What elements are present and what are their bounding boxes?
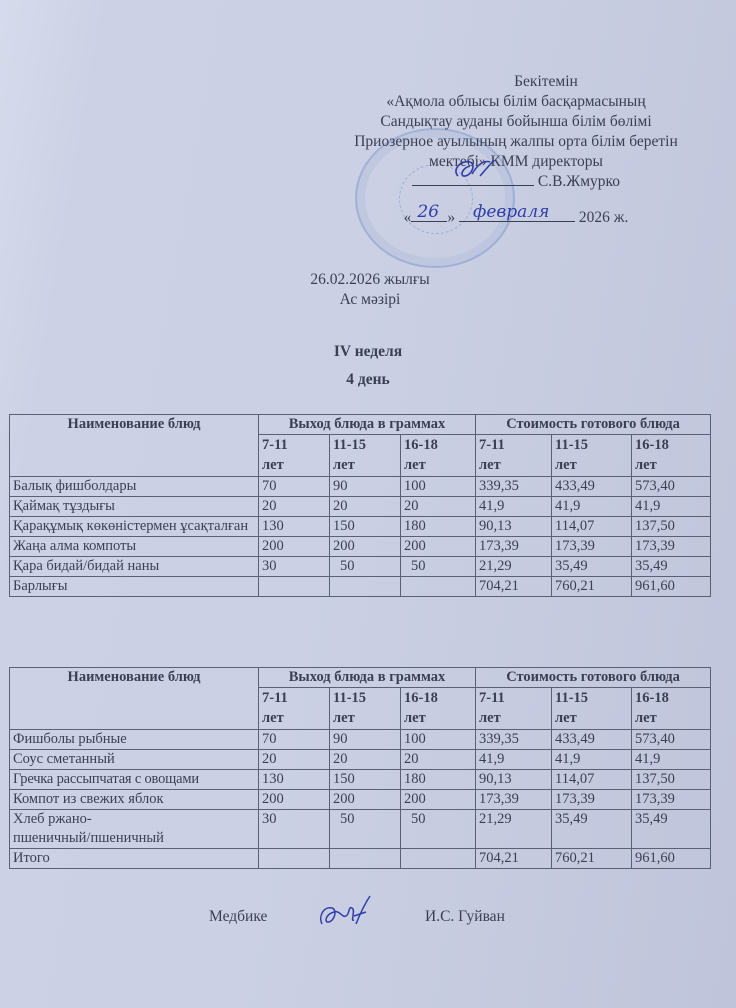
grams-11-15: 150 bbox=[330, 770, 401, 790]
cost-7-11: 41,9 bbox=[476, 750, 552, 770]
cost-7-11: 41,9 bbox=[476, 497, 552, 517]
cost-11-15: 173,39 bbox=[552, 790, 632, 810]
header-age-11-15: 11-15 лет bbox=[330, 435, 401, 477]
director-signature-row bbox=[318, 172, 714, 192]
date-day: 26 bbox=[417, 202, 440, 222]
director-name: С.В.Жмурко bbox=[537, 173, 620, 190]
grams-7-11: 30 bbox=[259, 557, 330, 577]
dish-name: Қара бидай/бидай наны bbox=[10, 557, 259, 577]
approval-line-4: мектебі» КММ директоры bbox=[429, 153, 603, 170]
grams-11-15: 50 bbox=[330, 557, 401, 577]
approval-block bbox=[318, 72, 714, 228]
day-label: 4 день bbox=[346, 371, 390, 388]
cost-11-15: 433,49 bbox=[552, 730, 632, 750]
menu-table-russian bbox=[9, 667, 711, 869]
table-row bbox=[10, 790, 711, 810]
table-row bbox=[10, 810, 711, 849]
cost-7-11: 90,13 bbox=[476, 517, 552, 537]
table-row bbox=[10, 770, 711, 790]
header-output-grams: Выход блюда в граммах bbox=[259, 415, 476, 435]
cost-7-11: 173,39 bbox=[476, 537, 552, 557]
header-age-7-11: 7-11 лет bbox=[259, 688, 330, 730]
grams-7-11: 30 bbox=[259, 810, 330, 849]
date-day-blank bbox=[411, 202, 447, 222]
total-row bbox=[10, 849, 711, 869]
nurse-signature-icon bbox=[316, 894, 376, 934]
header-output-grams: Выход блюда в граммах bbox=[259, 668, 476, 688]
header-dish-name: Наименование блюд bbox=[10, 668, 259, 730]
header-cost: Стоимость готового блюда bbox=[476, 668, 711, 688]
approval-line-2: Сандықтау ауданы бойынша білім бөлімі bbox=[380, 113, 652, 130]
grams-7-11: 200 bbox=[259, 537, 330, 557]
menu-date: 26.02.2026 жылғы bbox=[310, 271, 430, 288]
grams-16-18: 200 bbox=[401, 790, 476, 810]
header-cost-age-11-15: 11-15 лет bbox=[552, 688, 632, 730]
grams-7-11: 70 bbox=[259, 730, 330, 750]
table-row bbox=[10, 497, 711, 517]
dish-name: Хлеб ржано-пшеничный/пшеничный bbox=[10, 810, 259, 849]
cost-16-18: 41,9 bbox=[632, 750, 711, 770]
total-cost-11-15: 760,21 bbox=[552, 849, 632, 869]
header-cost-age-16-18: 16-18 лет bbox=[632, 688, 711, 730]
menu-title: Ас мәзірі bbox=[339, 291, 401, 308]
cost-16-18: 35,49 bbox=[632, 557, 711, 577]
menu-heading bbox=[280, 270, 460, 310]
cost-16-18: 35,49 bbox=[632, 810, 711, 849]
cost-7-11: 21,29 bbox=[476, 557, 552, 577]
nurse-role: Медбике bbox=[209, 908, 268, 925]
grams-16-18: 20 bbox=[401, 750, 476, 770]
grams-11-15: 90 bbox=[330, 477, 401, 497]
grams-7-11: 70 bbox=[259, 477, 330, 497]
table-row bbox=[10, 517, 711, 537]
total-label: Итого bbox=[10, 849, 259, 869]
cost-16-18: 137,50 bbox=[632, 517, 711, 537]
grams-7-11: 200 bbox=[259, 790, 330, 810]
approval-line-1: «Ақмола облысы білім басқармасының bbox=[386, 93, 646, 110]
grams-11-15: 200 bbox=[330, 790, 401, 810]
header-age-11-15: 11-15 лет bbox=[330, 688, 401, 730]
cost-11-15: 114,07 bbox=[552, 770, 632, 790]
date-month: февраля bbox=[473, 202, 550, 222]
grams-7-11: 20 bbox=[259, 497, 330, 517]
cost-7-11: 90,13 bbox=[476, 770, 552, 790]
cost-11-15: 35,49 bbox=[552, 810, 632, 849]
grams-7-11: 130 bbox=[259, 517, 330, 537]
cost-7-11: 339,35 bbox=[476, 477, 552, 497]
signature-line bbox=[412, 172, 534, 186]
grams-11-15: 150 bbox=[330, 517, 401, 537]
date-year: 2026 ж. bbox=[578, 209, 629, 226]
total-cost-7-11: 704,21 bbox=[476, 849, 552, 869]
grams-16-18: 200 bbox=[401, 537, 476, 557]
grams-16-18: 180 bbox=[401, 517, 476, 537]
header-cost-age-11-15: 11-15 лет bbox=[552, 435, 632, 477]
dish-name: Гречка рассыпчатая с овощами bbox=[10, 770, 259, 790]
cost-11-15: 35,49 bbox=[552, 557, 632, 577]
header-cost-age-7-11: 7-11 лет bbox=[476, 435, 552, 477]
cost-11-15: 114,07 bbox=[552, 517, 632, 537]
grams-16-18: 100 bbox=[401, 477, 476, 497]
empty-cell bbox=[401, 849, 476, 869]
cost-16-18: 573,40 bbox=[632, 477, 711, 497]
total-cost-16-18: 961,60 bbox=[632, 849, 711, 869]
header-age-16-18: 16-18 лет bbox=[401, 435, 476, 477]
cost-16-18: 173,39 bbox=[632, 790, 711, 810]
empty-cell bbox=[259, 577, 330, 597]
dish-name: Фишболы рыбные bbox=[10, 730, 259, 750]
cost-11-15: 41,9 bbox=[552, 750, 632, 770]
total-label: Барлығы bbox=[10, 577, 259, 597]
grams-11-15: 90 bbox=[330, 730, 401, 750]
total-row bbox=[10, 577, 711, 597]
date-close-quote: » bbox=[447, 209, 456, 226]
table-row bbox=[10, 537, 711, 557]
week-label: IV неделя bbox=[333, 343, 403, 360]
header-age-7-11: 7-11 лет bbox=[259, 435, 330, 477]
header-cost-age-7-11: 7-11 лет bbox=[476, 688, 552, 730]
header-dish-name: Наименование блюд bbox=[10, 415, 259, 477]
total-cost-16-18: 961,60 bbox=[632, 577, 711, 597]
empty-cell bbox=[330, 577, 401, 597]
empty-cell bbox=[330, 849, 401, 869]
total-cost-11-15: 760,21 bbox=[552, 577, 632, 597]
header-cost-age-16-18: 16-18 лет bbox=[632, 435, 711, 477]
grams-7-11: 130 bbox=[259, 770, 330, 790]
total-cost-7-11: 704,21 bbox=[476, 577, 552, 597]
dish-name: Жаңа алма компоты bbox=[10, 537, 259, 557]
grams-11-15: 20 bbox=[330, 750, 401, 770]
cost-7-11: 21,29 bbox=[476, 810, 552, 849]
director-signature-icon bbox=[450, 156, 500, 182]
table-row bbox=[10, 477, 711, 497]
approval-line-3: Приозерное ауылының жалпы орта білім беретін bbox=[354, 133, 678, 150]
dish-name: Қарақұмық көкөністермен ұсақталған bbox=[10, 517, 259, 537]
cost-7-11: 173,39 bbox=[476, 790, 552, 810]
header-age-16-18: 16-18 лет bbox=[401, 688, 476, 730]
grams-11-15: 50 bbox=[330, 810, 401, 849]
table-row bbox=[10, 730, 711, 750]
cost-7-11: 339,35 bbox=[476, 730, 552, 750]
grams-16-18: 20 bbox=[401, 497, 476, 517]
date-open-quote: « bbox=[403, 209, 412, 226]
dish-name: Компот из свежих яблок bbox=[10, 790, 259, 810]
dish-name: Соус сметанный bbox=[10, 750, 259, 770]
table-row bbox=[10, 557, 711, 577]
table-row bbox=[10, 750, 711, 770]
cost-16-18: 41,9 bbox=[632, 497, 711, 517]
dish-name: Қаймақ тұздығы bbox=[10, 497, 259, 517]
nurse-name: И.С. Гуйван bbox=[425, 908, 505, 925]
grams-16-18: 50 bbox=[401, 810, 476, 849]
empty-cell bbox=[401, 577, 476, 597]
cost-16-18: 173,39 bbox=[632, 537, 711, 557]
dish-name: Балық фишболдары bbox=[10, 477, 259, 497]
cost-16-18: 137,50 bbox=[632, 770, 711, 790]
cost-11-15: 433,49 bbox=[552, 477, 632, 497]
empty-cell bbox=[259, 849, 330, 869]
grams-16-18: 180 bbox=[401, 770, 476, 790]
grams-7-11: 20 bbox=[259, 750, 330, 770]
date-month-blank bbox=[459, 202, 575, 222]
cost-11-15: 41,9 bbox=[552, 497, 632, 517]
grams-11-15: 20 bbox=[330, 497, 401, 517]
approval-title: Бекітемін bbox=[514, 73, 578, 90]
header-cost: Стоимость готового блюда bbox=[476, 415, 711, 435]
menu-table-kazakh bbox=[9, 414, 711, 597]
approval-date-row bbox=[318, 202, 714, 228]
cost-16-18: 573,40 bbox=[632, 730, 711, 750]
cost-11-15: 173,39 bbox=[552, 537, 632, 557]
grams-16-18: 100 bbox=[401, 730, 476, 750]
grams-11-15: 200 bbox=[330, 537, 401, 557]
grams-16-18: 50 bbox=[401, 557, 476, 577]
